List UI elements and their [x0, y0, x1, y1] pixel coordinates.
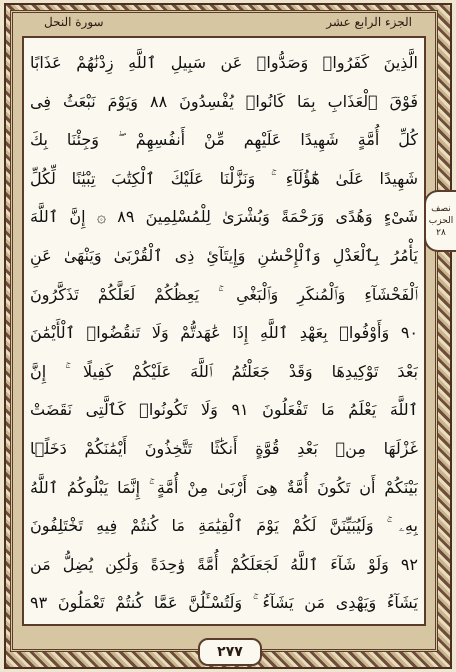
- text-line-2: فَوْقَ ٱلْعَذَابِ بِمَا كَانُوا۟ يُفْسِدُونَ ٨٨ وَيَوْمَ نَبْعَثُ فِى: [30, 91, 418, 111]
- surah-title: سورة النحل: [44, 15, 104, 29]
- text-line-15: يَشَآءُ وَيَهْدِى مَن يَشَآءُ ۚ وَلَتُسْـَٔلُنَّ عَمَّا كُنتُمْ تَعْمَلُونَ ٩٣: [30, 593, 418, 613]
- hizb-label: الحزب: [428, 216, 454, 226]
- text-line-4: شَهِيدًا عَلَىٰ هَٰٓؤُلَآءِ ۚ وَنَزَّلْنَا عَلَيْكَ ٱلْكِتَٰبَ تِبْيَٰنًا لِّكُلِّ: [30, 168, 418, 188]
- page-header: [30, 12, 426, 32]
- hizb-marker: [424, 190, 456, 252]
- text-line-12: بَيْنَكُمْ أَن تَكُونَ أُمَّةٌ هِىَ أَرْبَىٰ مِنْ أُمَّةٍ ۚ إِنَّمَا يَبْلُوكُمُ ٱللَّهُ: [30, 477, 418, 497]
- text-line-3: كُلِّ أُمَّةٍ شَهِيدًا عَلَيْهِم مِّنْ أَنفُسِهِمْ ۖ وَجِئْنَا بِكَ: [30, 130, 418, 150]
- text-line-9: بَعْدَ تَوْكِيدِهَا وَقَدْ جَعَلْتُمُ ٱللَّهَ عَلَيْكُمْ كَفِيلًا ۚ إِنَّ: [30, 361, 418, 381]
- quran-text: [30, 44, 418, 623]
- hizb-label-top: نصف: [431, 204, 451, 214]
- page-number: ٢٧٧: [198, 638, 262, 666]
- text-line-1: الَّذِينَ كَفَرُوا۟ وَصَدُّوا۟ عَن سَبِيلِ ٱللَّهِ زِدْنَٰهُمْ عَذَابًا: [30, 53, 418, 72]
- text-line-10: ٱللَّهَ يَعْلَمُ مَا تَفْعَلُونَ ٩١ وَلَا تَكُونُوا۟ كَٱلَّتِى نَقَضَتْ: [30, 400, 418, 420]
- text-line-6: يَأْمُرُ بِٱلْعَدْلِ وَٱلْإِحْسَٰنِ وَإِيتَآئِ ذِى ٱلْقُرْبَىٰ وَيَنْهَىٰ عَنِ: [30, 245, 418, 265]
- text-line-14: ٩٢ وَلَوْ شَآءَ ٱللَّهُ لَجَعَلَكُمْ أُمَّةً وَٰحِدَةً وَلَٰكِن يُضِلُّ مَن: [30, 554, 418, 574]
- juz-title: الجزء الرابع عشر: [326, 15, 412, 29]
- text-line-5: شَىْءٍ وَهُدًى وَرَحْمَةً وَبُشْرَىٰ لِلْمُسْلِمِينَ ٨٩ ۞ إِنَّ ٱللَّهَ: [30, 207, 418, 227]
- text-line-13: بِهِۦ ۚ وَلَيُبَيِّنَنَّ لَكُمْ يَوْمَ ٱلْقِيَٰمَةِ مَا كُنتُمْ فِيهِ تَخْتَلِفُونَ: [30, 516, 418, 536]
- text-line-7: ٱلْفَحْشَآءِ وَٱلْمُنكَرِ وَٱلْبَغْىِ ۚ يَعِظُكُمْ لَعَلَّكُمْ تَذَكَّرُونَ: [30, 284, 418, 304]
- hizb-number: ٢٨: [436, 228, 446, 238]
- text-line-8: ٩٠ وَأَوْفُوا۟ بِعَهْدِ ٱللَّهِ إِذَا عَٰهَدتُّمْ وَلَا تَنقُضُوا۟ ٱلْأَيْمَٰنَ: [30, 323, 418, 343]
- text-line-11: غَزْلَهَا مِنۢ بَعْدِ قُوَّةٍ أَنكَٰثًا تَتَّخِذُونَ أَيْمَٰنَكُمْ دَخَلًۢا: [30, 438, 418, 458]
